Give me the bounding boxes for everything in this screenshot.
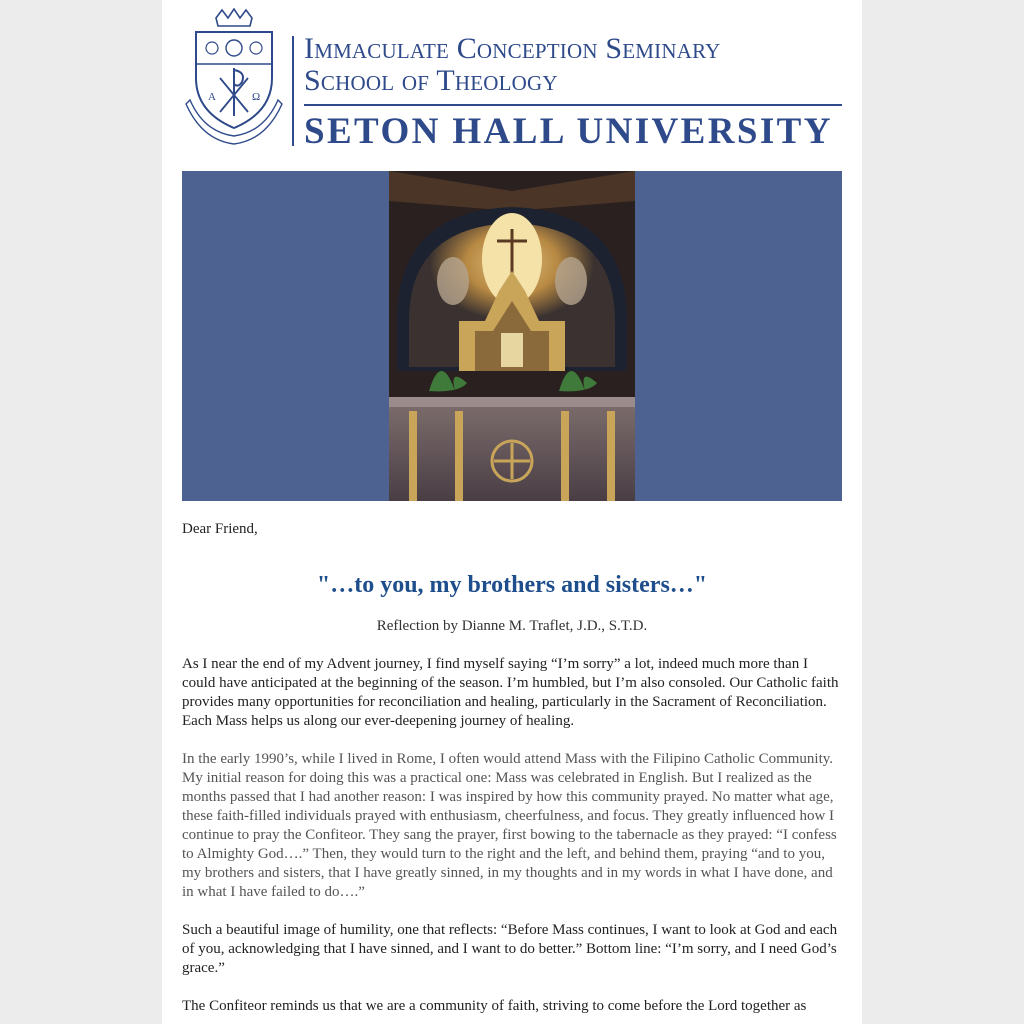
university-name: SETON HALL UNIVERSITY (304, 111, 833, 152)
chapel-altar-image[interactable] (389, 171, 635, 501)
header-horizontal-rule (304, 104, 842, 106)
paragraph-1: As I near the end of my Advent journey, I find myself saying “I’m sorry” a lot, indeed much more than I could have anticipated at the beginning of the season. I’m humbled, but I’m also consoled. Our Catholic faith provides many opportunities for reconciliation and healing, particularly in the Sacrament of Reconciliation. Each Mass helps us along our ever-deepening journey of healing. (182, 656, 839, 729)
seminary-header (182, 8, 842, 150)
message-body (182, 520, 842, 1016)
paragraph-4: The Confiteor reminds us that we are a community of faith, striving to come before the Lord together as (182, 998, 807, 1014)
email-page (162, 0, 862, 1024)
paragraph-2: In the early 1990’s, while I lived in Rome, I often would attend Mass with the Filipino Catholic Community. My initial reason for doing this was a practical one: Mass was celebrated in English. But I realized as the months passed that I had another reason: I was inspired by how this community prayed. No matter what age, these faith-filled individuals prayed with enthusiasm, cheerfulness, and focus. They greatly influenced how I continue to pray the Confiteor. They sang the prayer, first bowing to the tabernacle as they prayed: “I confess to Almighty God….” Then, they would turn to the right and the left, and behind them, praying “and to you, my brothers and sisters, that I have greatly sinned, in my thoughts and in my words in what I have done, and in what I have failed to do….” (182, 751, 837, 900)
paragraph-3: Such a beautiful image of humility, one that reflects: “Before Mass continues, I want to look at God and each of you, acknowledging that I have sinned, and I want to do better.” Bottom line: “I’m sorry, and I need God’s grace.” (182, 922, 838, 976)
seminary-name: Immaculate Conception Seminary (304, 32, 721, 65)
school-name: School of Theology (304, 64, 558, 97)
header-vertical-rule (292, 36, 294, 146)
hero-banner (182, 171, 842, 501)
reflection-headline: "…to you, my brothers and sisters…" (316, 572, 708, 598)
reflection-byline: Reflection by Dianne M. Traflet, J.D., S.T.D. (376, 618, 648, 634)
svg-text:Ω: Ω (252, 91, 261, 103)
seminary-crest-icon (182, 8, 286, 148)
greeting: Dear Friend, (182, 521, 258, 537)
svg-text:A: A (208, 91, 216, 103)
